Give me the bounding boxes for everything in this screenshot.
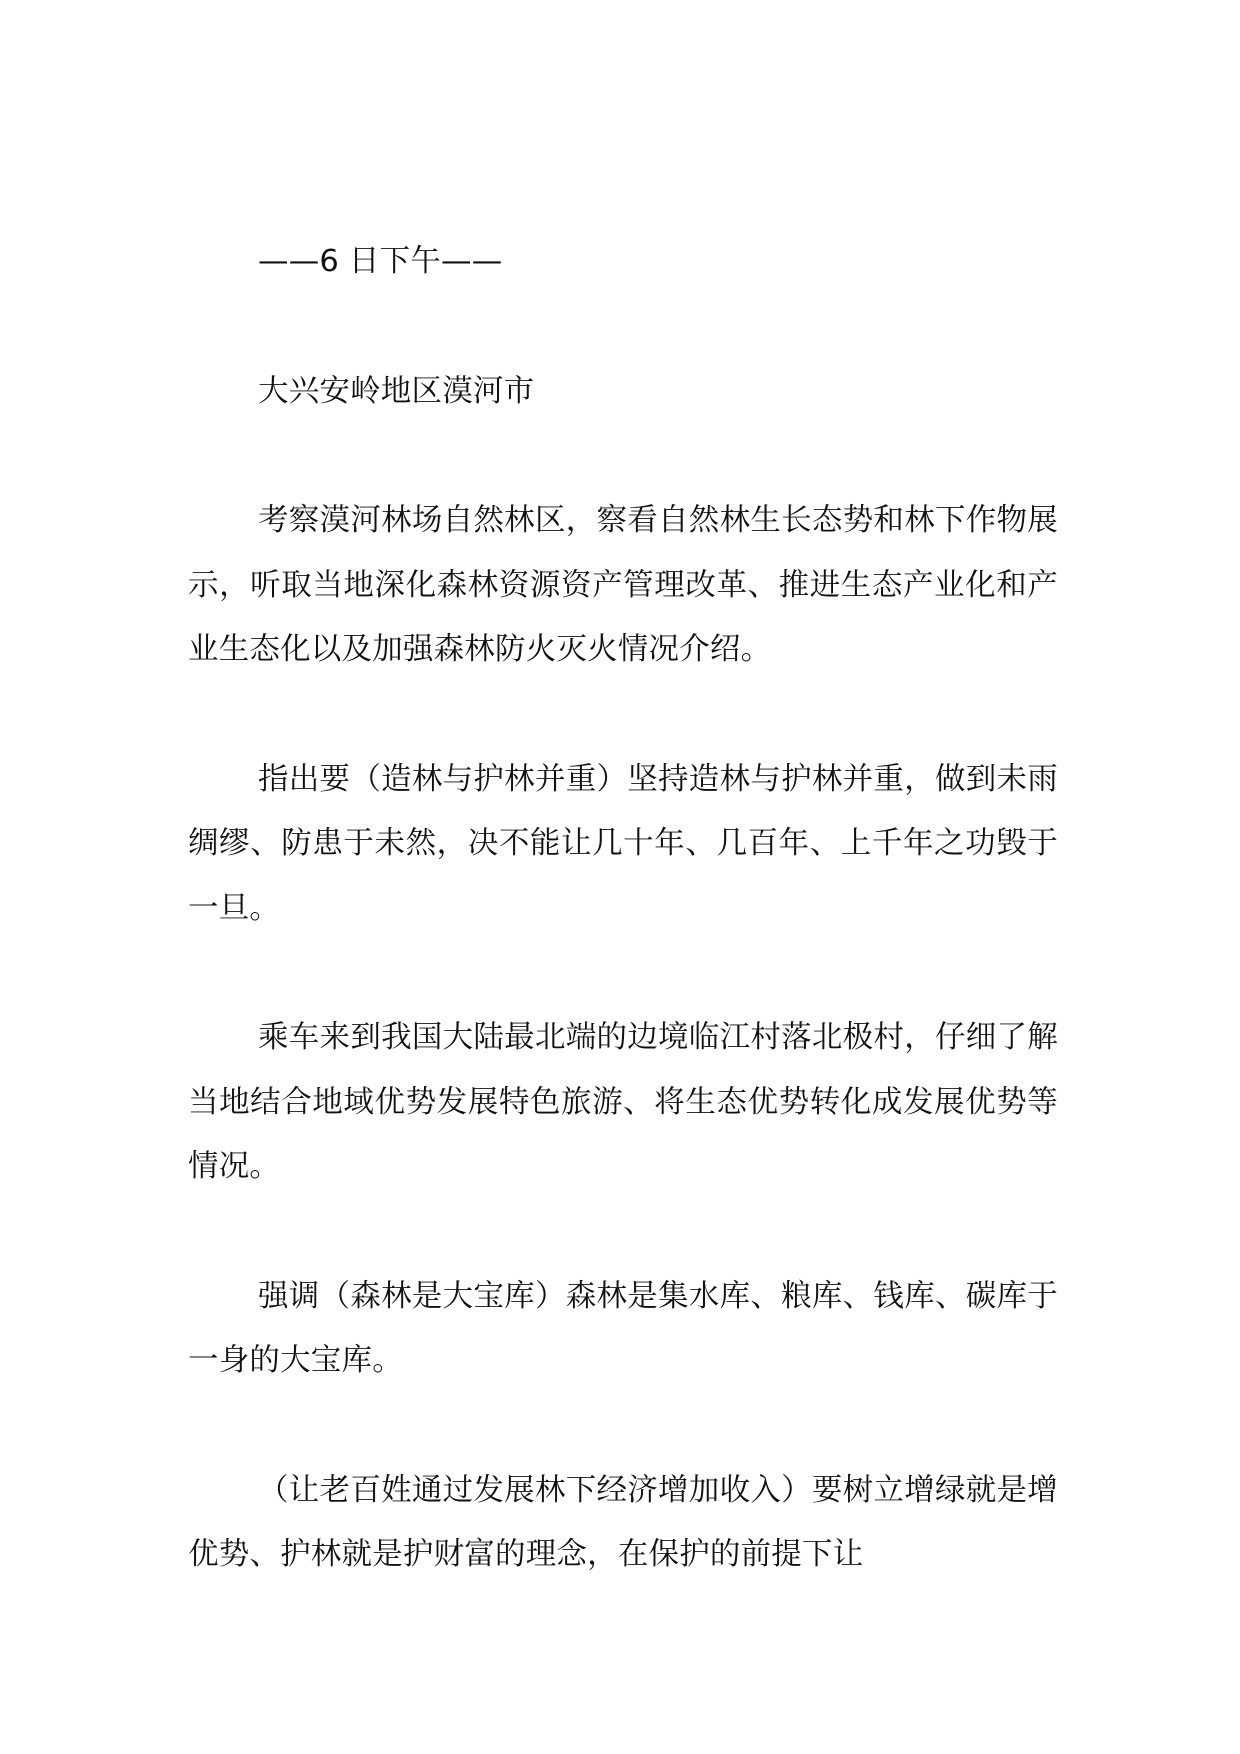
paragraph-gap (188, 1200, 1058, 1265)
paragraph-inspection: 考察漠河林场自然林区，察看自然林生长态势和林下作物展示，听取当地深化森林资源资产管理改革、推进生态产业化和产业生态化以及加强森林防火灭火情况介绍。 (188, 503, 1058, 667)
document-body (188, 230, 1058, 1588)
paragraph-forest-treasure: 强调（森林是大宝库）森林是集水库、粮库、钱库、碳库于一身的大宝库。 (188, 1278, 1058, 1378)
paragraph-gap (188, 683, 1058, 748)
paragraph-gap (188, 941, 1058, 1006)
paragraph-beiji-village: 乘车来到我国大陆最北端的边境临江村落北极村，仔细了解当地结合地域优势发展特色旅游、将生态优势转化成发展优势等情况。 (188, 1020, 1058, 1184)
location-line: 大兴安岭地区漠河市 (258, 373, 535, 409)
paragraph-gap (188, 295, 1058, 360)
paragraph-afforestation: 指出要（造林与护林并重）坚持造林与护林并重，做到未雨绸缪、防患于未然，决不能让几十年、几百年、上千年之功毁于一旦。 (188, 761, 1058, 926)
paragraph-forest-economy: （让老百姓通过发展林下经济增加收入）要树立增绿就是增优势、护林就是护财富的理念，在保护的前提下让 (188, 1472, 1058, 1572)
paragraph-gap (188, 424, 1058, 489)
paragraph-gap (188, 1394, 1058, 1459)
section-heading: ——6 日下午—— (258, 244, 503, 279)
